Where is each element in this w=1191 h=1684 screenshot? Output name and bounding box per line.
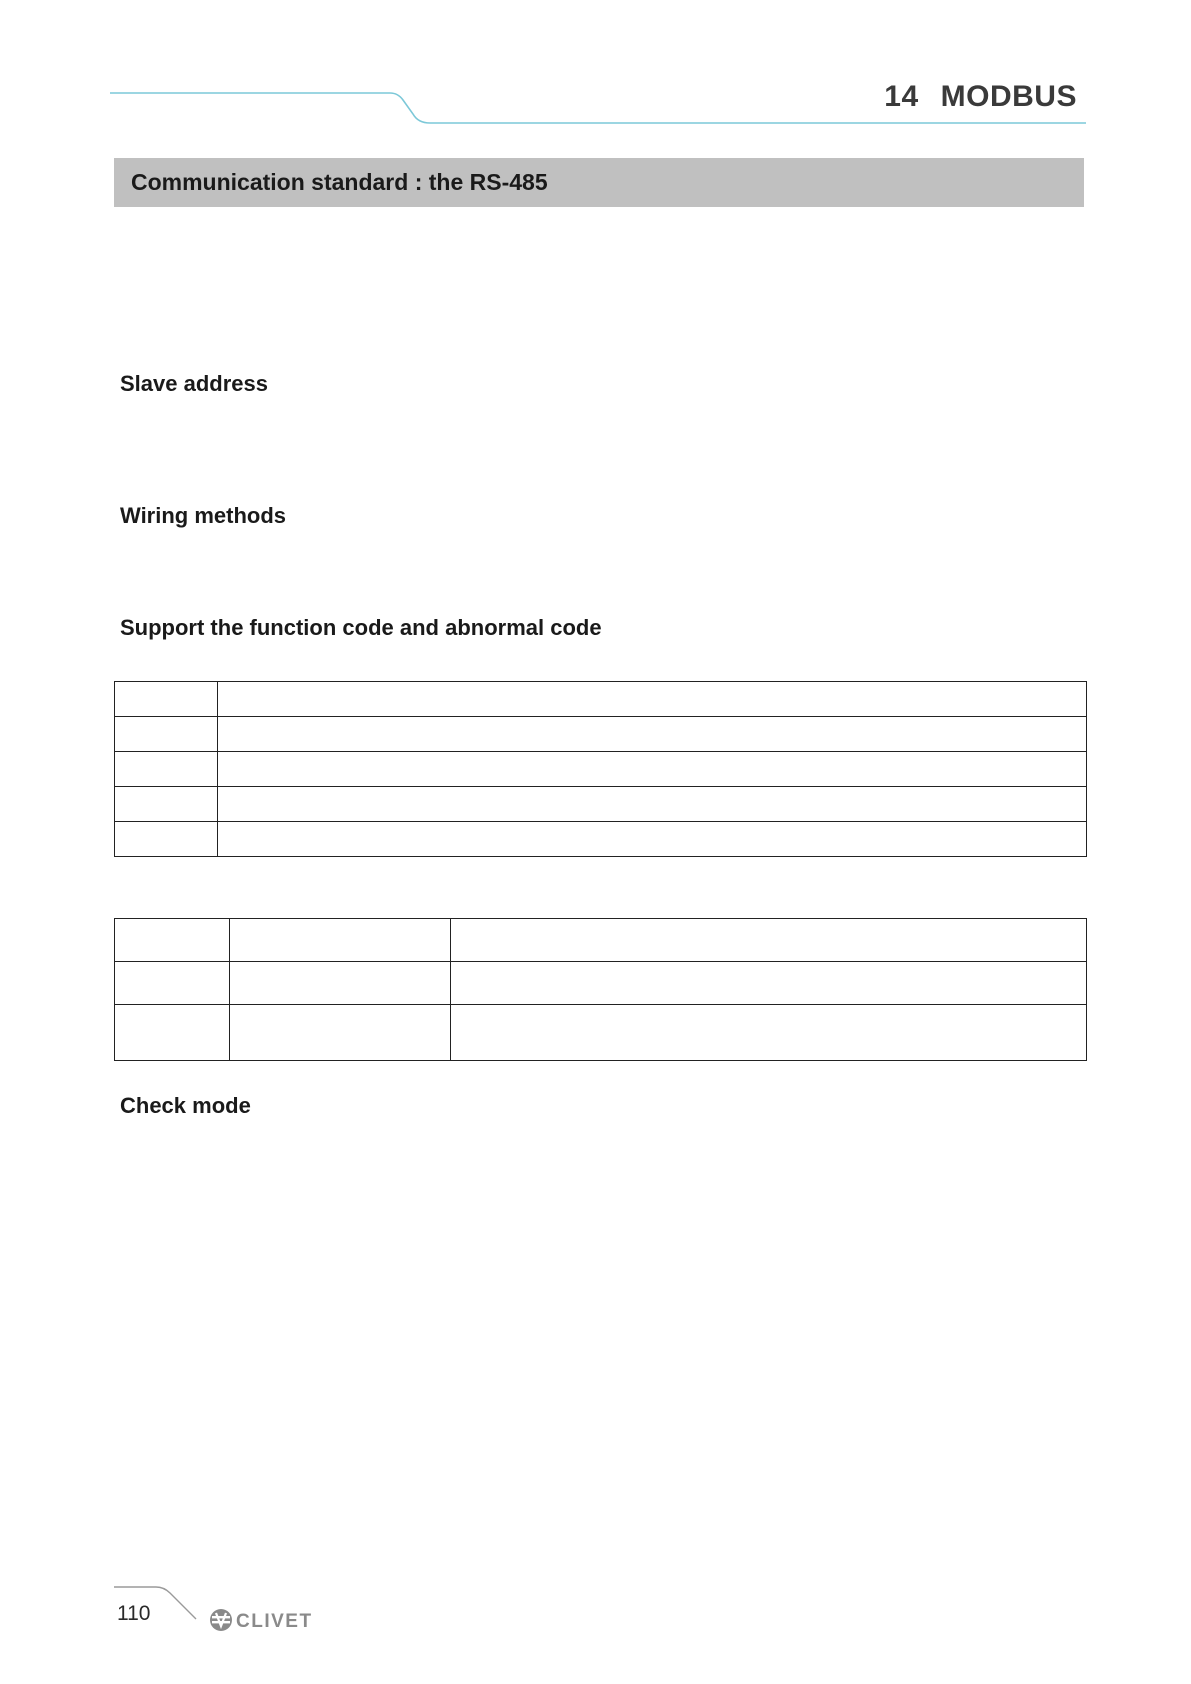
table-row bbox=[115, 822, 1087, 857]
table-row bbox=[115, 682, 1087, 717]
heading-slave-address: Slave address bbox=[120, 371, 268, 396]
table-row bbox=[115, 919, 1087, 962]
table-cell bbox=[115, 752, 218, 787]
table-row bbox=[115, 752, 1087, 787]
chapter-title bbox=[884, 80, 1077, 114]
table-cell bbox=[218, 787, 1087, 822]
section-title: Communication standard : the RS-485 bbox=[131, 169, 548, 195]
table-cell bbox=[451, 962, 1087, 1005]
table-cell bbox=[218, 752, 1087, 787]
heading-function-code: Support the function code and abnormal code bbox=[120, 615, 602, 640]
table-cell bbox=[451, 1005, 1087, 1061]
section-banner bbox=[114, 158, 1084, 207]
function-code-table bbox=[114, 681, 1087, 857]
heading-check-mode: Check mode bbox=[120, 1093, 251, 1118]
table-cell bbox=[115, 787, 218, 822]
table-cell bbox=[115, 919, 230, 962]
table-row bbox=[115, 717, 1087, 752]
logo-text: CLIVET bbox=[236, 1611, 313, 1632]
table-row bbox=[115, 1005, 1087, 1061]
table-cell bbox=[218, 682, 1087, 717]
table-row bbox=[115, 787, 1087, 822]
abnormal-code-table bbox=[114, 918, 1087, 1061]
table-cell bbox=[218, 822, 1087, 857]
table-cell bbox=[218, 717, 1087, 752]
chapter-name: MODBUS bbox=[940, 80, 1077, 113]
table-cell bbox=[115, 717, 218, 752]
table-cell bbox=[115, 962, 230, 1005]
page-number: 110 bbox=[117, 1602, 151, 1625]
table-cell bbox=[230, 962, 451, 1005]
table-row bbox=[115, 962, 1087, 1005]
clivet-logo-icon bbox=[210, 1609, 232, 1631]
header-divider-line bbox=[0, 0, 1191, 140]
table-cell bbox=[115, 822, 218, 857]
clivet-logo bbox=[208, 1605, 334, 1635]
table-cell bbox=[230, 1005, 451, 1061]
table-cell bbox=[230, 919, 451, 962]
table-cell bbox=[115, 682, 218, 717]
heading-wiring-methods: Wiring methods bbox=[120, 503, 287, 528]
table-cell bbox=[451, 919, 1087, 962]
table-cell bbox=[115, 1005, 230, 1061]
chapter-number: 14 bbox=[884, 80, 919, 113]
